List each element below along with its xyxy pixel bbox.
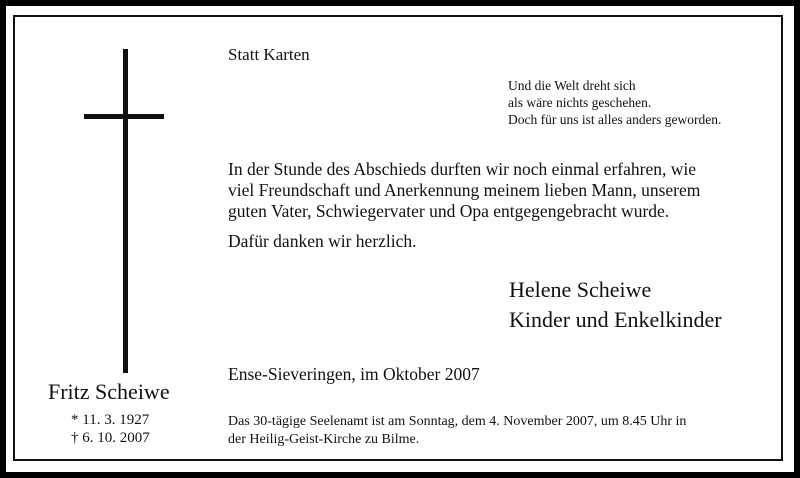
deceased-name: Fritz Scheiwe (48, 379, 170, 404)
signers (509, 275, 722, 335)
cross-icon-horizontal (84, 114, 164, 119)
main-text-line: In der Stunde des Abschieds durften wir noch einmal erfahren, wie (228, 159, 696, 179)
signer-line: Helene Scheiwe (509, 277, 652, 302)
poem-line: als wäre nichts geschehen. (508, 95, 652, 110)
place-date: Ense-Sieveringen, im Oktober 2007 (228, 364, 480, 384)
poem-line: Doch für uns ist alles anders geworden. (508, 112, 722, 127)
service-notice (228, 413, 686, 449)
life-dates (71, 411, 150, 447)
notice-line: der Heilig-Geist-Kirche zu Bilme. (228, 432, 420, 447)
death-date: † 6. 10. 2007 (71, 430, 150, 446)
notice-card (6, 6, 794, 472)
cross-icon-vertical (123, 49, 128, 373)
thanks-text: Dafür danken wir herzlich. (228, 231, 417, 251)
main-text (228, 159, 700, 222)
heading: Statt Karten (228, 45, 310, 64)
main-text-line: viel Freundschaft und Anerkennung meinem lieben Mann, unserem (228, 180, 701, 200)
birth-date: * 11. 3. 1927 (71, 412, 150, 428)
main-text-line: guten Vater, Schwiegervater und Opa entgegengebracht wurde. (228, 201, 670, 221)
poem-line: Und die Welt dreht sich (508, 78, 636, 93)
notice-line: Das 30-tägige Seelenamt ist am Sonntag, dem 4. November 2007, um 8.45 Uhr in (228, 414, 687, 429)
signer-line: Kinder und Enkelkinder (509, 307, 722, 332)
poem (508, 77, 721, 128)
notice-frame (13, 15, 783, 461)
